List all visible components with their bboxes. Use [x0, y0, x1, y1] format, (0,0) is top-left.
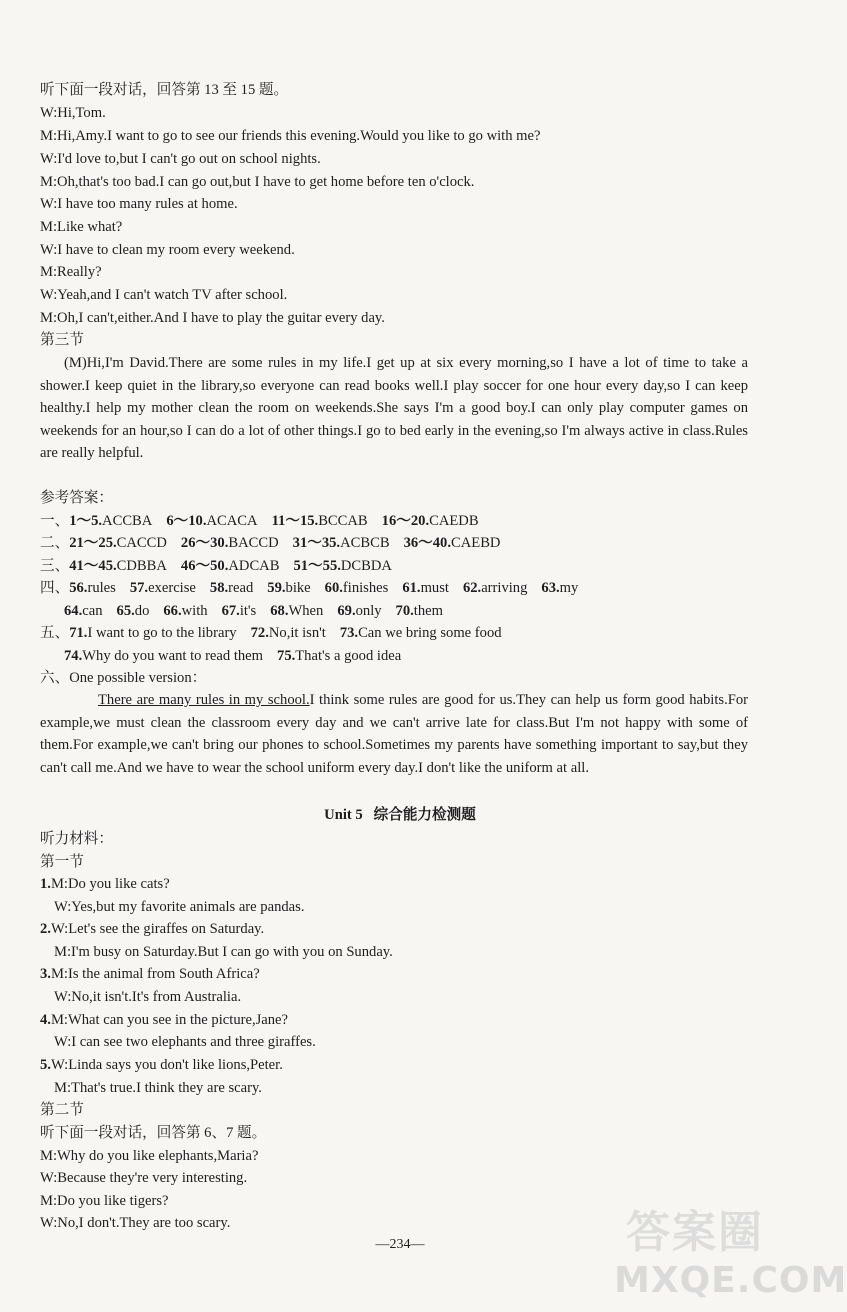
- dialogue-line: W:I have to clean my room every weekend.: [40, 242, 295, 258]
- question-line: W:No,it isn't.It's from Australia.: [54, 989, 242, 1005]
- page-number: —234—: [375, 1237, 425, 1252]
- question-line: 3.M:Is the animal from South Africa?: [40, 966, 260, 982]
- question-line: W:Yes,but my favorite animals are pandas.: [54, 899, 305, 915]
- dialogue-line: M:Hi,Amy.I want to go to see our friends this evening.Would you like to go with me?: [40, 128, 541, 144]
- question-line: W:I can see two elephants and three giraffes.: [54, 1034, 316, 1050]
- answer-row: 四、56.rules 57.exercise 58.read 59.bike 60.finishes 61.must 62.arriving 63.my: [40, 580, 579, 596]
- dialogue-line: W:Yeah,and I can't watch TV after school.: [40, 287, 288, 303]
- answer-row: [40, 668, 206, 688]
- instruction-13-15: 听下面一段对话，回答第 13 至 15 题。: [40, 82, 289, 98]
- answer-row: 三、41～45.CDBBA 46～50.ADCAB 51～55.DCBDA: [40, 558, 392, 574]
- part-label: 二、: [40, 535, 70, 551]
- model-essay: [40, 689, 748, 779]
- dialogue-line: M:Oh,that's too bad.I can go out,but I have to get home before ten o'clock.: [40, 174, 475, 190]
- dialogue-line: M:Do you like tigers?: [40, 1193, 169, 1209]
- dialogue-line: W:Hi,Tom.: [40, 105, 106, 121]
- answer-row: 74.Why do you want to read them 75.That's a good idea: [64, 648, 402, 664]
- question-line: 2.W:Let's see the giraffes on Saturday.: [40, 921, 265, 937]
- question-line: 5.W:Linda says you don't like lions,Peter.: [40, 1057, 283, 1073]
- essay-topic-sentence: There are many rules in my school.: [98, 692, 310, 708]
- question-line: 4.M:What can you see in the picture,Jane?: [40, 1012, 289, 1028]
- part-label: 三、: [40, 558, 70, 574]
- unit-title: Unit 5 综合能力检测题: [324, 807, 476, 823]
- dialogue-line: W:I'd love to,but I can't go out on school nights.: [40, 151, 321, 167]
- essay-body: I think some rules are good for us.They can help us form good habits.For example,we must clean the classroom every day and we can't arrive late for class.But I'm not happy with some of them.For example,we can't bring our phones to school.Sometimes my parents have something important to say,but they can't call me.And we have to wear the school uniform every day.I don't like the uniform at all.: [40, 692, 748, 776]
- dialogue-line: M:Oh,I can't,either.And I have to play the guitar every day.: [40, 310, 385, 326]
- answer-row: 二、21～25.CACCD 26～30.BACCD 31～35.ACBCB 36～40.CAEBD: [40, 535, 501, 551]
- dialogue-line: W:I have too many rules at home.: [40, 196, 238, 212]
- dialogue-line: M:Why do you like elephants,Maria?: [40, 1148, 259, 1164]
- question-line: M:I'm busy on Saturday.But I can go with you on Sunday.: [54, 944, 393, 960]
- dialogue-line: M:Like what?: [40, 219, 123, 235]
- watermark-cn: 答案圈: [626, 1207, 764, 1258]
- monologue-text: (M)Hi,I'm David.There are some rules in my life.I get up at six every morning,so I have a lot of time to take a shower.I keep quiet in the library,so everyone can read books well.I play soccer for one hour every day,so I can keep healthy.I help my mother clean the room on weekends.She says I'm a good boy.I can only play computer games on weekends for an hour,so I can do a lot of other things.I go to bed early in the evening,so I'm always active in class.Rules are really helpful.: [40, 355, 748, 462]
- section-heading: 第二节: [40, 1102, 84, 1118]
- part-label: 四、: [40, 580, 70, 596]
- monologue-paragraph: [40, 352, 748, 465]
- question-line: 1.M:Do you like cats?: [40, 876, 170, 892]
- answers-heading: 参考答案：: [40, 490, 113, 506]
- dialogue-line: W:No,I don't.They are too scary.: [40, 1215, 231, 1231]
- essay-intro: One possible version：: [69, 670, 207, 686]
- question-line: M:That's true.I think they are scary.: [54, 1080, 262, 1096]
- watermark-logo: [606, 1196, 847, 1308]
- listening-heading: 听力材料：: [40, 831, 113, 847]
- section-heading: 第一节: [40, 854, 84, 870]
- answer-row: 五、71.I want to go to the library 72.No,it isn't 73.Can we bring some food: [40, 625, 502, 641]
- part-label: 五、: [40, 625, 70, 641]
- watermark-en: MXQE.COM: [614, 1260, 847, 1301]
- section-heading: 第三节: [40, 332, 84, 348]
- answer-row: 64.can 65.do 66.with 67.it's 68.When 69.only 70.them: [64, 603, 443, 619]
- part-label: 一、: [40, 513, 70, 529]
- instruction-6-7: 听下面一段对话，回答第 6、7 题。: [40, 1125, 267, 1141]
- answer-row: 一、1～5.ACCBA 6～10.ACACA 11～15.BCCAB 16～20.CAEDB: [40, 513, 479, 529]
- part-label: 六、: [40, 670, 70, 686]
- dialogue-line: M:Really?: [40, 264, 102, 280]
- dialogue-line: W:Because they're very interesting.: [40, 1170, 248, 1186]
